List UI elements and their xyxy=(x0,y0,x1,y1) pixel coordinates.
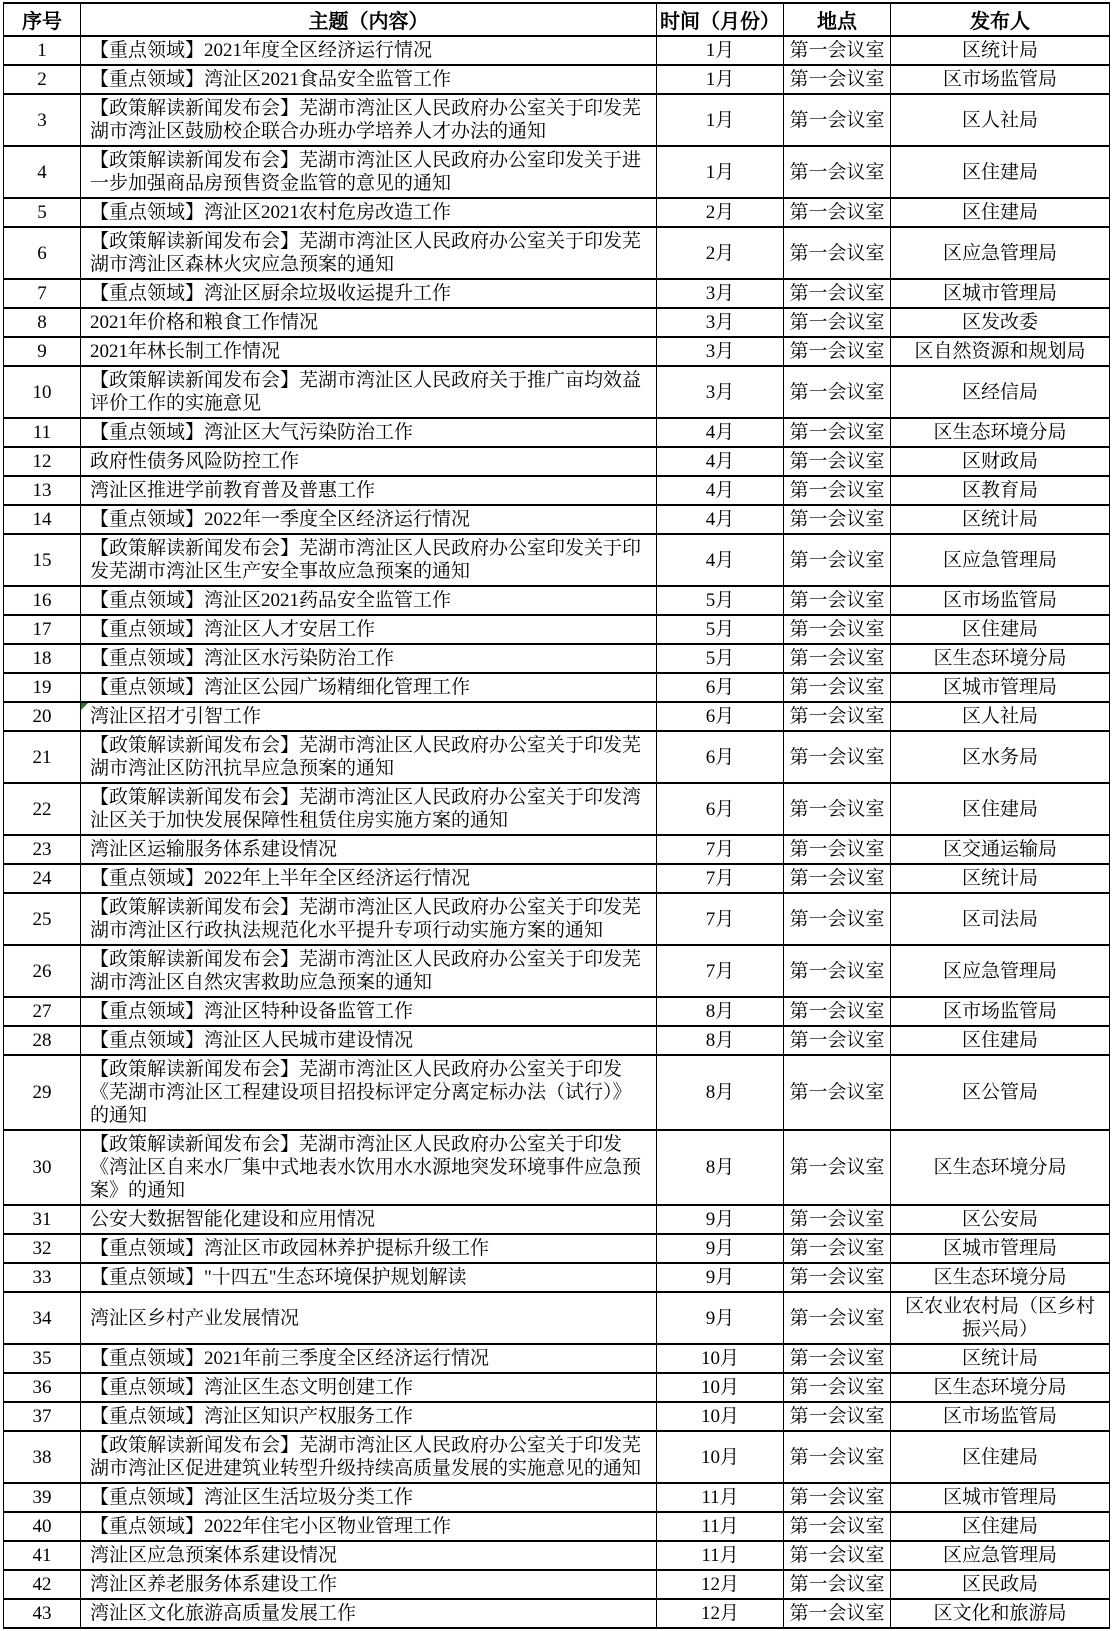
table-row xyxy=(4,279,1110,308)
table-row xyxy=(4,366,1110,418)
table-row xyxy=(4,36,1110,65)
cell-num: 23 xyxy=(4,835,81,864)
cell-place: 第一会议室 xyxy=(784,644,891,673)
cell-topic: 公安大数据智能化建设和应用情况 xyxy=(81,1205,657,1234)
cell-publisher: 区统计局 xyxy=(891,505,1110,534)
table-row xyxy=(4,997,1110,1026)
cell-place: 第一会议室 xyxy=(784,702,891,731)
cell-num: 42 xyxy=(4,1570,81,1599)
cell-month: 10月 xyxy=(657,1431,784,1483)
cell-topic: 【重点领域】湾沚区生态文明创建工作 xyxy=(81,1373,657,1402)
cell-publisher: 区住建局 xyxy=(891,783,1110,835)
cell-place: 第一会议室 xyxy=(784,94,891,146)
cell-month: 9月 xyxy=(657,1205,784,1234)
cell-place: 第一会议室 xyxy=(784,783,891,835)
table-row xyxy=(4,1263,1110,1292)
cell-num: 36 xyxy=(4,1373,81,1402)
cell-publisher: 区交通运输局 xyxy=(891,835,1110,864)
column-header-month: 时间（月份） xyxy=(657,3,784,36)
cell-topic: 【重点领域】2022年一季度全区经济运行情况 xyxy=(81,505,657,534)
cell-month: 4月 xyxy=(657,447,784,476)
cell-month: 3月 xyxy=(657,279,784,308)
cell-publisher: 区市场监管局 xyxy=(891,586,1110,615)
cell-publisher: 区城市管理局 xyxy=(891,1234,1110,1263)
table-row xyxy=(4,783,1110,835)
table-row xyxy=(4,731,1110,783)
cell-num: 6 xyxy=(4,227,81,279)
cell-month: 12月 xyxy=(657,1599,784,1628)
table-row xyxy=(4,337,1110,366)
cell-place: 第一会议室 xyxy=(784,731,891,783)
table-row xyxy=(4,893,1110,945)
cell-topic: 湾沚区乡村产业发展情况 xyxy=(81,1292,657,1344)
cell-publisher: 区公管局 xyxy=(891,1055,1110,1130)
cell-place: 第一会议室 xyxy=(784,308,891,337)
cell-publisher: 区市场监管局 xyxy=(891,65,1110,94)
cell-publisher: 区农业农村局（区乡村振兴局） xyxy=(891,1292,1110,1344)
cell-place: 第一会议室 xyxy=(784,1263,891,1292)
table-row xyxy=(4,615,1110,644)
table-row xyxy=(4,1402,1110,1431)
column-header-publisher: 发布人 xyxy=(891,3,1110,36)
cell-topic: 【政策解读新闻发布会】芜湖市湾沚区人民政府办公室关于印发芜湖市湾沚区促进建筑业转型升级持续高质量发展的实施意见的通知 xyxy=(81,1431,657,1483)
cell-num: 5 xyxy=(4,198,81,227)
cell-publisher: 区生态环境分局 xyxy=(891,1263,1110,1292)
cell-place: 第一会议室 xyxy=(784,1512,891,1541)
cell-num: 40 xyxy=(4,1512,81,1541)
cell-place: 第一会议室 xyxy=(784,505,891,534)
cell-topic: 2021年林长制工作情况 xyxy=(81,337,657,366)
table-row xyxy=(4,94,1110,146)
cell-place: 第一会议室 xyxy=(784,1402,891,1431)
cell-publisher: 区人社局 xyxy=(891,94,1110,146)
table-row xyxy=(4,534,1110,586)
cell-num: 38 xyxy=(4,1431,81,1483)
table-row xyxy=(4,673,1110,702)
cell-place: 第一会议室 xyxy=(784,146,891,198)
cell-num: 29 xyxy=(4,1055,81,1130)
cell-month: 9月 xyxy=(657,1234,784,1263)
cell-publisher: 区应急管理局 xyxy=(891,534,1110,586)
cell-publisher: 区文化和旅游局 xyxy=(891,1599,1110,1628)
cell-month: 7月 xyxy=(657,835,784,864)
cell-num: 27 xyxy=(4,997,81,1026)
cell-topic: 政府性债务风险防控工作 xyxy=(81,447,657,476)
cell-month: 10月 xyxy=(657,1402,784,1431)
cell-topic: 【重点领域】湾沚区人才安居工作 xyxy=(81,615,657,644)
cell-topic: 【政策解读新闻发布会】芜湖市湾沚区人民政府办公室关于印发《湾沚区自来水厂集中式地表水饮用水水源地突发环境事件应急预案》的通知 xyxy=(81,1130,657,1205)
cell-num: 33 xyxy=(4,1263,81,1292)
cell-num: 43 xyxy=(4,1599,81,1628)
cell-topic: 【重点领域】湾沚区特种设备监管工作 xyxy=(81,997,657,1026)
cell-publisher: 区经信局 xyxy=(891,366,1110,418)
cell-month: 1月 xyxy=(657,65,784,94)
table-row xyxy=(4,1130,1110,1205)
cell-month: 3月 xyxy=(657,366,784,418)
cell-place: 第一会议室 xyxy=(784,615,891,644)
cell-publisher: 区应急管理局 xyxy=(891,945,1110,997)
cell-place: 第一会议室 xyxy=(784,997,891,1026)
cell-place: 第一会议室 xyxy=(784,534,891,586)
cell-place: 第一会议室 xyxy=(784,586,891,615)
cell-num: 32 xyxy=(4,1234,81,1263)
table-row xyxy=(4,864,1110,893)
cell-month: 4月 xyxy=(657,505,784,534)
cell-publisher: 区自然资源和规划局 xyxy=(891,337,1110,366)
cell-place: 第一会议室 xyxy=(784,1431,891,1483)
table-row xyxy=(4,1344,1110,1373)
cell-publisher: 区司法局 xyxy=(891,893,1110,945)
cell-publisher: 区市场监管局 xyxy=(891,1402,1110,1431)
table-row xyxy=(4,586,1110,615)
cell-month: 2月 xyxy=(657,227,784,279)
table-row xyxy=(4,1431,1110,1483)
cell-num: 2 xyxy=(4,65,81,94)
cell-publisher: 区住建局 xyxy=(891,1026,1110,1055)
cell-place: 第一会议室 xyxy=(784,36,891,65)
cell-place: 第一会议室 xyxy=(784,864,891,893)
cell-month: 11月 xyxy=(657,1512,784,1541)
cell-place: 第一会议室 xyxy=(784,1130,891,1205)
cell-num: 19 xyxy=(4,673,81,702)
cell-place: 第一会议室 xyxy=(784,1344,891,1373)
cell-topic: 【重点领域】湾沚区水污染防治工作 xyxy=(81,644,657,673)
cell-month: 1月 xyxy=(657,94,784,146)
cell-topic: 湾沚区养老服务体系建设工作 xyxy=(81,1570,657,1599)
cell-num: 41 xyxy=(4,1541,81,1570)
table-row xyxy=(4,227,1110,279)
cell-place: 第一会议室 xyxy=(784,65,891,94)
cell-publisher: 区住建局 xyxy=(891,1512,1110,1541)
cell-publisher: 区教育局 xyxy=(891,476,1110,505)
cell-place: 第一会议室 xyxy=(784,418,891,447)
cell-topic: 【重点领域】2022年住宅小区物业管理工作 xyxy=(81,1512,657,1541)
cell-num: 1 xyxy=(4,36,81,65)
cell-topic: 【政策解读新闻发布会】芜湖市湾沚区人民政府办公室关于印发芜湖市湾沚区鼓励校企联合办班办学培养人才办法的通知 xyxy=(81,94,657,146)
cell-num: 20 xyxy=(4,702,81,731)
cell-publisher: 区水务局 xyxy=(891,731,1110,783)
cell-month: 8月 xyxy=(657,1130,784,1205)
cell-num: 17 xyxy=(4,615,81,644)
cell-topic: 【重点领域】2021年度全区经济运行情况 xyxy=(81,36,657,65)
cell-topic: 【重点领域】2022年上半年全区经济运行情况 xyxy=(81,864,657,893)
cell-topic: 【重点领域】湾沚区公园广场精细化管理工作 xyxy=(81,673,657,702)
cell-publisher: 区城市管理局 xyxy=(891,279,1110,308)
cell-topic: 湾沚区文化旅游高质量发展工作 xyxy=(81,1599,657,1628)
cell-num: 8 xyxy=(4,308,81,337)
cell-num: 22 xyxy=(4,783,81,835)
cell-place: 第一会议室 xyxy=(784,1599,891,1628)
cell-topic: 【重点领域】湾沚区大气污染防治工作 xyxy=(81,418,657,447)
cell-topic: 2021年价格和粮食工作情况 xyxy=(81,308,657,337)
cell-month: 1月 xyxy=(657,36,784,65)
table-row xyxy=(4,644,1110,673)
cell-month: 10月 xyxy=(657,1373,784,1402)
cell-month: 4月 xyxy=(657,476,784,505)
cell-topic: 湾沚区推进学前教育普及普惠工作 xyxy=(81,476,657,505)
cell-num: 34 xyxy=(4,1292,81,1344)
cell-publisher: 区住建局 xyxy=(891,146,1110,198)
table-row xyxy=(4,1512,1110,1541)
cell-topic: 【政策解读新闻发布会】芜湖市湾沚区人民政府关于推广亩均效益评价工作的实施意见 xyxy=(81,366,657,418)
cell-num: 16 xyxy=(4,586,81,615)
cell-topic: 【重点领域】湾沚区生活垃圾分类工作 xyxy=(81,1483,657,1512)
cell-topic: 【重点领域】2021年前三季度全区经济运行情况 xyxy=(81,1344,657,1373)
cell-topic: 【政策解读新闻发布会】芜湖市湾沚区人民政府办公室关于印发芜湖市湾沚区防汛抗旱应急预案的通知 xyxy=(81,731,657,783)
table-header xyxy=(4,3,1110,36)
cell-publisher: 区统计局 xyxy=(891,36,1110,65)
cell-num: 24 xyxy=(4,864,81,893)
cell-month: 11月 xyxy=(657,1541,784,1570)
cell-topic: 【重点领域】湾沚区知识产权服务工作 xyxy=(81,1402,657,1431)
press-conference-schedule-table xyxy=(3,2,1110,1629)
cell-topic: 【重点领域】"十四五"生态环境保护规划解读 xyxy=(81,1263,657,1292)
cell-publisher: 区市场监管局 xyxy=(891,997,1110,1026)
cell-month: 6月 xyxy=(657,783,784,835)
column-header-place: 地点 xyxy=(784,3,891,36)
table-row xyxy=(4,505,1110,534)
cell-month: 3月 xyxy=(657,337,784,366)
cell-num: 26 xyxy=(4,945,81,997)
cell-publisher: 区生态环境分局 xyxy=(891,644,1110,673)
cell-place: 第一会议室 xyxy=(784,835,891,864)
cell-place: 第一会议室 xyxy=(784,198,891,227)
cell-publisher: 区住建局 xyxy=(891,198,1110,227)
cell-month: 2月 xyxy=(657,198,784,227)
cell-month: 8月 xyxy=(657,1026,784,1055)
cell-month: 4月 xyxy=(657,534,784,586)
table-row xyxy=(4,1234,1110,1263)
table-row xyxy=(4,146,1110,198)
cell-num: 30 xyxy=(4,1130,81,1205)
cell-topic: 【政策解读新闻发布会】芜湖市湾沚区人民政府办公室关于印发湾沚区关于加快发展保障性租赁住房实施方案的通知 xyxy=(81,783,657,835)
cell-num: 9 xyxy=(4,337,81,366)
cell-month: 6月 xyxy=(657,673,784,702)
cell-topic: 【政策解读新闻发布会】芜湖市湾沚区人民政府办公室印发关于进一步加强商品房预售资金监管的意见的通知 xyxy=(81,146,657,198)
cell-month: 1月 xyxy=(657,146,784,198)
cell-place: 第一会议室 xyxy=(784,1234,891,1263)
cell-publisher: 区民政局 xyxy=(891,1570,1110,1599)
cell-place: 第一会议室 xyxy=(784,1205,891,1234)
cell-publisher: 区人社局 xyxy=(891,702,1110,731)
cell-comment-marker-icon xyxy=(81,703,88,710)
cell-month: 5月 xyxy=(657,586,784,615)
cell-place: 第一会议室 xyxy=(784,279,891,308)
cell-topic: 【重点领域】湾沚区2021农村危房改造工作 xyxy=(81,198,657,227)
cell-place: 第一会议室 xyxy=(784,366,891,418)
table-row xyxy=(4,945,1110,997)
cell-num: 39 xyxy=(4,1483,81,1512)
cell-publisher: 区生态环境分局 xyxy=(891,418,1110,447)
table-row xyxy=(4,447,1110,476)
table-row xyxy=(4,198,1110,227)
cell-place: 第一会议室 xyxy=(784,227,891,279)
cell-month: 6月 xyxy=(657,702,784,731)
table-row xyxy=(4,476,1110,505)
table-row xyxy=(4,835,1110,864)
cell-topic: 【重点领域】湾沚区人民城市建设情况 xyxy=(81,1026,657,1055)
cell-num: 28 xyxy=(4,1026,81,1055)
cell-place: 第一会议室 xyxy=(784,945,891,997)
column-header-num: 序号 xyxy=(4,3,81,36)
cell-month: 9月 xyxy=(657,1263,784,1292)
cell-publisher: 区应急管理局 xyxy=(891,227,1110,279)
cell-publisher: 区公安局 xyxy=(891,1205,1110,1234)
cell-month: 7月 xyxy=(657,945,784,997)
cell-publisher: 区城市管理局 xyxy=(891,673,1110,702)
cell-publisher: 区应急管理局 xyxy=(891,1541,1110,1570)
cell-publisher: 区统计局 xyxy=(891,864,1110,893)
cell-publisher: 区住建局 xyxy=(891,1431,1110,1483)
cell-place: 第一会议室 xyxy=(784,1292,891,1344)
cell-place: 第一会议室 xyxy=(784,337,891,366)
cell-num: 25 xyxy=(4,893,81,945)
cell-month: 6月 xyxy=(657,731,784,783)
cell-publisher: 区统计局 xyxy=(891,1344,1110,1373)
cell-place: 第一会议室 xyxy=(784,893,891,945)
cell-place: 第一会议室 xyxy=(784,447,891,476)
table-row xyxy=(4,1373,1110,1402)
table-row xyxy=(4,1026,1110,1055)
cell-num: 4 xyxy=(4,146,81,198)
table-row xyxy=(4,1570,1110,1599)
cell-place: 第一会议室 xyxy=(784,1483,891,1512)
cell-place: 第一会议室 xyxy=(784,673,891,702)
cell-place: 第一会议室 xyxy=(784,1541,891,1570)
cell-topic: 【政策解读新闻发布会】芜湖市湾沚区人民政府办公室关于印发芜湖市湾沚区行政执法规范化水平提升专项行动实施方案的通知 xyxy=(81,893,657,945)
cell-publisher: 区发改委 xyxy=(891,308,1110,337)
cell-num: 11 xyxy=(4,418,81,447)
cell-place: 第一会议室 xyxy=(784,476,891,505)
cell-topic: 【政策解读新闻发布会】芜湖市湾沚区人民政府办公室关于印发芜湖市湾沚区森林火灾应急预案的通知 xyxy=(81,227,657,279)
cell-month: 7月 xyxy=(657,864,784,893)
cell-publisher: 区财政局 xyxy=(891,447,1110,476)
table-row xyxy=(4,1541,1110,1570)
cell-month: 12月 xyxy=(657,1570,784,1599)
cell-publisher: 区城市管理局 xyxy=(891,1483,1110,1512)
column-header-topic: 主题（内容） xyxy=(81,3,657,36)
cell-num: 31 xyxy=(4,1205,81,1234)
cell-publisher: 区住建局 xyxy=(891,615,1110,644)
table-row xyxy=(4,418,1110,447)
table-row xyxy=(4,1292,1110,1344)
cell-topic: 【重点领域】湾沚区市政园林养护提标升级工作 xyxy=(81,1234,657,1263)
cell-topic: 【政策解读新闻发布会】芜湖市湾沚区人民政府办公室印发关于印发芜湖市湾沚区生产安全事故应急预案的通知 xyxy=(81,534,657,586)
table-body xyxy=(4,36,1110,1628)
cell-topic: 湾沚区招才引智工作 xyxy=(81,702,657,731)
cell-num: 18 xyxy=(4,644,81,673)
cell-month: 10月 xyxy=(657,1344,784,1373)
cell-topic: 【重点领域】湾沚区2021食品安全监管工作 xyxy=(81,65,657,94)
table-row xyxy=(4,308,1110,337)
cell-month: 4月 xyxy=(657,418,784,447)
cell-month: 7月 xyxy=(657,893,784,945)
cell-num: 35 xyxy=(4,1344,81,1373)
cell-topic: 【重点领域】湾沚区厨余垃圾收运提升工作 xyxy=(81,279,657,308)
cell-month: 11月 xyxy=(657,1483,784,1512)
cell-publisher: 区生态环境分局 xyxy=(891,1130,1110,1205)
cell-num: 15 xyxy=(4,534,81,586)
cell-num: 13 xyxy=(4,476,81,505)
table-row xyxy=(4,1055,1110,1130)
cell-month: 5月 xyxy=(657,615,784,644)
table-row xyxy=(4,1599,1110,1628)
table-row xyxy=(4,65,1110,94)
cell-month: 8月 xyxy=(657,997,784,1026)
cell-num: 14 xyxy=(4,505,81,534)
cell-place: 第一会议室 xyxy=(784,1570,891,1599)
cell-publisher: 区生态环境分局 xyxy=(891,1373,1110,1402)
cell-num: 10 xyxy=(4,366,81,418)
cell-topic: 【政策解读新闻发布会】芜湖市湾沚区人民政府办公室关于印发芜湖市湾沚区自然灾害救助应急预案的通知 xyxy=(81,945,657,997)
cell-topic: 【政策解读新闻发布会】芜湖市湾沚区人民政府办公室关于印发《芜湖市湾沚区工程建设项目招投标评定分离定标办法（试行）》的通知 xyxy=(81,1055,657,1130)
cell-month: 5月 xyxy=(657,644,784,673)
cell-num: 7 xyxy=(4,279,81,308)
cell-num: 12 xyxy=(4,447,81,476)
header-row xyxy=(4,3,1110,36)
cell-topic: 湾沚区应急预案体系建设情况 xyxy=(81,1541,657,1570)
cell-topic: 【重点领域】湾沚区2021药品安全监管工作 xyxy=(81,586,657,615)
table-row xyxy=(4,702,1110,731)
cell-num: 21 xyxy=(4,731,81,783)
cell-place: 第一会议室 xyxy=(784,1373,891,1402)
cell-month: 3月 xyxy=(657,308,784,337)
cell-num: 3 xyxy=(4,94,81,146)
cell-num: 37 xyxy=(4,1402,81,1431)
table-row xyxy=(4,1483,1110,1512)
cell-place: 第一会议室 xyxy=(784,1055,891,1130)
table-row xyxy=(4,1205,1110,1234)
cell-topic: 湾沚区运输服务体系建设情况 xyxy=(81,835,657,864)
cell-month: 9月 xyxy=(657,1292,784,1344)
cell-month: 8月 xyxy=(657,1055,784,1130)
cell-place: 第一会议室 xyxy=(784,1026,891,1055)
